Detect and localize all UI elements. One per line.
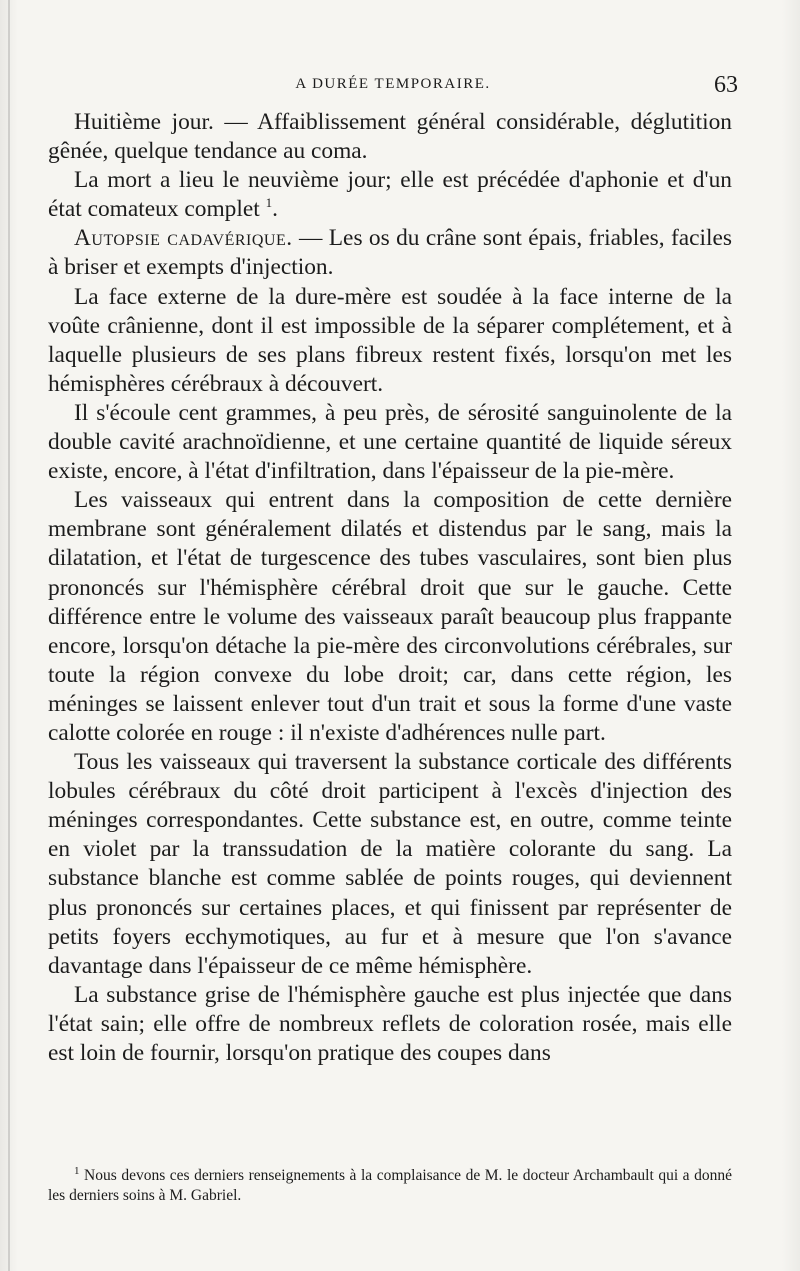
- footnote: [48, 1166, 732, 1206]
- paragraph: [48, 981, 732, 1068]
- footnote-mark: 1: [74, 1164, 80, 1177]
- paragraph: [48, 108, 732, 166]
- paragraph: [48, 486, 732, 748]
- paragraph-text: Les vaisseaux qui entrent dans la composition de cette dernière membrane sont généralement dilatés et distendus par le sang, mais la dilatation, et l'état de turgescence des tubes vasculaires, sont bien plus prononcés sur l'hémisphère cérébral droit que sur le gauche. Cette différence entre le volume des vaisseaux paraît beaucoup plus frappante encore, lorsqu'on détache la pie-mère des circonvolutions cérébrales, sur toute la région convexe du lobe droit; car, dans cette région, les méninges se laissent enlever tout d'un trait et sous la forme d'une vaste calotte colorée en rouge : il n'existe d'adhérences nulle part.: [48, 487, 732, 746]
- section-label: Autopsie cadavérique.: [74, 225, 293, 252]
- paragraph: [48, 283, 732, 399]
- paragraph-text: Huitième jour. — Affaiblissement général considérable, déglutition gênée, quelque tendance au coma.: [48, 109, 732, 165]
- paragraph: [48, 399, 732, 486]
- paragraph-text: La face externe de la dure-mère est soudée à la face interne de la voûte crânienne, dont il est impossible de la séparer complétement, et à laquelle plusieurs de ses plans fibreux restent fixés, lorsqu'on met les hémisphères cérébraux à découvert.: [48, 283, 732, 397]
- footnote-text: Nous devons ces derniers renseignements à la complaisance de M. le docteur Archambault qui a donné les derniers soins à M. Gabriel.: [48, 1167, 732, 1204]
- footnote-reference: 1: [265, 195, 273, 211]
- running-head: [48, 72, 738, 100]
- paragraph: [48, 224, 732, 282]
- paragraph: [48, 748, 732, 981]
- paragraph: [48, 166, 732, 224]
- page-number: 63: [714, 72, 738, 98]
- paragraph-text: — Les os du crâne sont épais, friables, faciles à briser et exempts d'injection.: [48, 225, 732, 281]
- running-title: A DURÉE TEMPORAIRE.: [295, 76, 491, 92]
- paragraph-text: La substance grise de l'hémisphère gauche est plus injectée que dans l'état sain; elle offre de nombreux reflets de coloration rosée, mais elle est loin de fournir, lorsqu'on pratique des coupes dans: [48, 981, 732, 1066]
- paragraph-text-end: .: [272, 196, 278, 223]
- body-text: [48, 108, 732, 1068]
- paragraph-text: Il s'écoule cent grammes, à peu près, de sérosité sanguinolente de la double cavité arachnoïdienne, et une certaine quantité de liquide séreux existe, encore, à l'état d'infiltration, dans l'épaisseur de la pie-mère.: [48, 399, 732, 485]
- footnote-paragraph: [48, 1166, 732, 1206]
- page-gutter-edge: [8, 0, 10, 1271]
- paragraph-text: Tous les vaisseaux qui traversent la substance corticale des différents lobules cérébraux du côté droit participent à l'excès d'injection des méninges correspondantes. Cette substance est, en outre, comme teinte en violet par la transsudation de la matière colorante du sang. La substance blanche est comme sablée de points rouges, qui deviennent plus prononcés sur certaines places, et qui finissent par représenter de petits foyers ecchymotiques, au fur et à mesure que l'on s'avance davantage dans l'épaisseur de ce même hémisphère.: [48, 749, 732, 979]
- paragraph-text: La mort a lieu le neuvième jour; elle est précédée d'aphonie et d'un état comateux complet: [48, 167, 732, 223]
